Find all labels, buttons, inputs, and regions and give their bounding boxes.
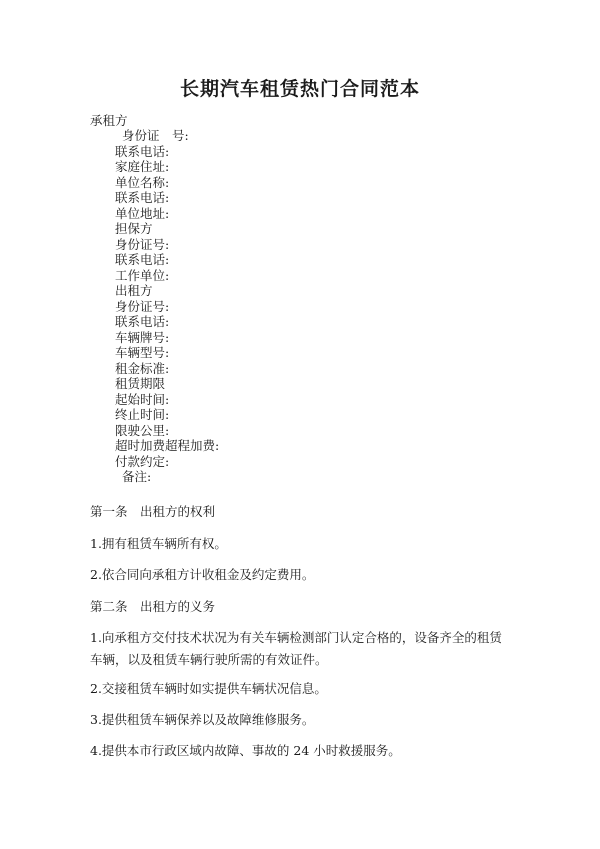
field-end-time: 终止时间: <box>115 407 170 422</box>
field-lessor-phone: 联系电话: <box>115 314 170 329</box>
field-rent-standard: 租金标准: <box>115 361 170 376</box>
field-company-phone: 联系电话: <box>115 190 170 205</box>
field-lease-term: 租赁期限 <box>115 376 166 391</box>
field-plate-number: 车辆牌号: <box>115 330 170 345</box>
document-title: 长期汽车租赁热门合同范本 <box>179 78 420 100</box>
field-company-name: 单位名称: <box>115 175 170 190</box>
clause-2-item-2: 2.交接租赁车辆时如实提供车辆状况信息。 <box>90 681 327 696</box>
field-lessor-id: 身份证号: <box>115 299 170 314</box>
clause-heading-1: 第一条 出租方的权利 <box>90 504 216 519</box>
clause-2-item-3: 3.提供租赁车辆保养以及故障维修服务。 <box>90 712 315 727</box>
field-home-address: 家庭住址: <box>115 159 170 174</box>
field-company-address: 单位地址: <box>115 206 170 221</box>
field-lessee-id: 身份证 号: <box>122 128 189 143</box>
field-guarantor-workplace: 工作单位: <box>115 268 170 283</box>
field-guarantor-id: 身份证号: <box>115 237 170 252</box>
field-lessor-heading: 出租方 <box>115 283 153 298</box>
clause-2-item-4: 4.提供本市行政区域内故障、事故的 24 小时救援服务。 <box>90 743 401 758</box>
field-lessee-heading: 承租方 <box>90 113 128 128</box>
field-guarantor-phone: 联系电话: <box>115 252 170 267</box>
field-overtime-fee: 超时加费超程加费: <box>115 438 220 453</box>
clause-2-item-1: 1.向承租方交付技术状况为有关车辆检测部门认定合格的，设备齐全的租赁车辆，以及租赁车辆行驶所需的有效证件。 <box>90 630 502 667</box>
field-payment-terms: 付款约定: <box>115 454 170 469</box>
clause-1-item-2: 2.依合同向承租方计收租金及约定费用。 <box>90 567 315 582</box>
clause-heading-2: 第二条 出租方的义务 <box>90 599 216 614</box>
clause-1-item-1: 1.拥有租赁车辆所有权。 <box>90 536 227 551</box>
field-start-time: 起始时间: <box>115 392 170 407</box>
field-remarks: 备注: <box>122 469 152 484</box>
field-lessee-phone: 联系电话: <box>115 144 170 159</box>
field-guarantor-heading: 担保方 <box>115 221 153 236</box>
field-vehicle-model: 车辆型号: <box>115 345 170 360</box>
field-mileage-limit: 限驶公里: <box>115 423 170 438</box>
